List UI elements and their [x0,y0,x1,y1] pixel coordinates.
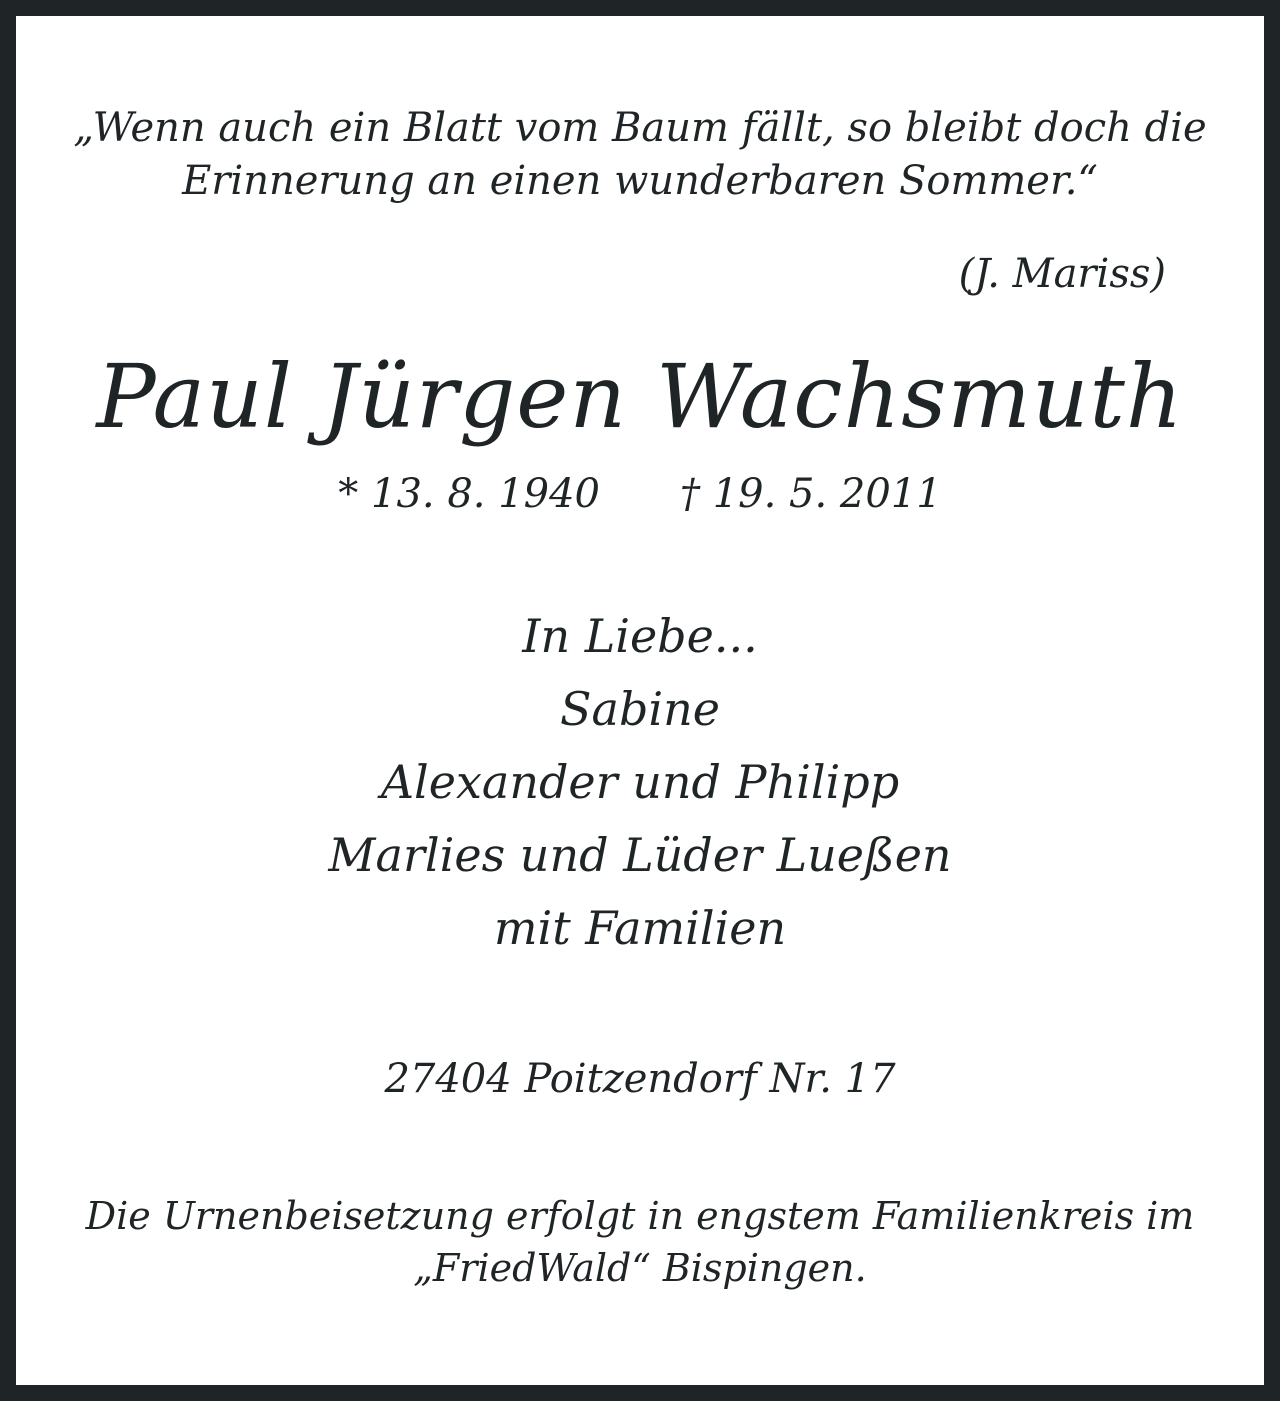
burial-note-line-2: „FriedWald“ Bispingen. [413,1246,867,1290]
quote-author: (J. Mariss) [958,251,1166,297]
quote-line-2: Erinnerung an einen wunderbaren Sommer.“ [182,158,1098,204]
deceased-name: Paul Jürgen Wachsmuth [96,345,1184,448]
death-date: † 19. 5. 2011 [680,471,942,517]
mourner-line: mit Familien [493,901,787,955]
life-dates [0,468,1280,520]
mourner-line: Marlies und Lüder Lueßen [328,828,952,882]
mourner-line: Sabine [560,682,720,736]
address: 27404 Poitzendorf Nr. 17 [384,1056,896,1102]
mourner-line: In Liebe... [522,609,758,663]
birth-date: * 13. 8. 1940 [338,471,600,517]
quote-line-1: „Wenn auch ein Blatt vom Baum fällt, so bleibt doch die [73,105,1207,151]
burial-note-line-1: Die Urnenbeisetzung erfolgt in engstem Familienkreis im [85,1194,1195,1238]
mourner-line: Alexander und Philipp [380,755,900,809]
